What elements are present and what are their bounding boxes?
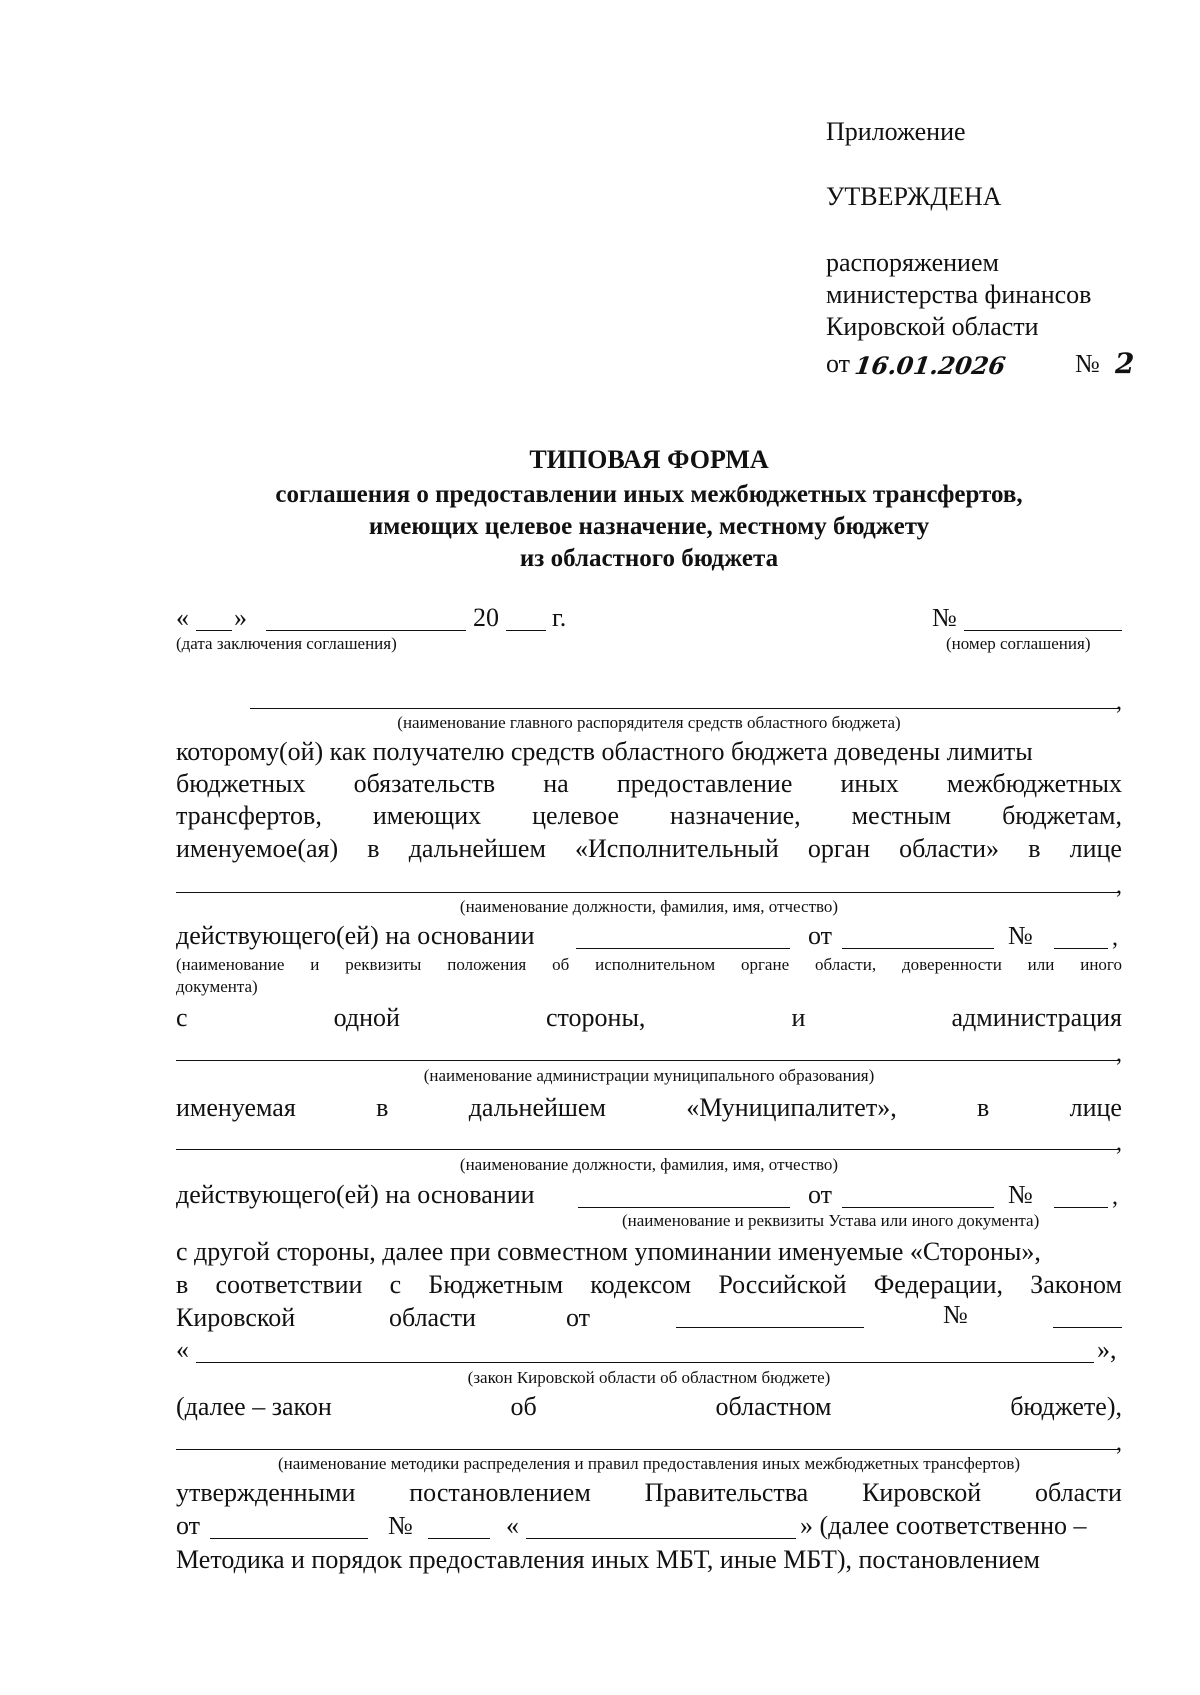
word: в bbox=[376, 1093, 389, 1122]
official2-caption: (наименование должности, фамилия, имя, отчество) bbox=[459, 1155, 839, 1174]
word: «Муниципалитет», bbox=[686, 1093, 897, 1122]
word: утвержденными bbox=[176, 1478, 356, 1507]
agreement-number-blank bbox=[964, 630, 1122, 631]
word: областном bbox=[715, 1392, 832, 1421]
form-subtitle-line3: из областного бюджета bbox=[519, 545, 779, 572]
order-date-prefix: от bbox=[826, 349, 851, 378]
side1-line bbox=[176, 1003, 1122, 1033]
word: и bbox=[791, 1003, 806, 1032]
approved-by-line3: Кировской области bbox=[826, 312, 1039, 341]
order-number-prefix: № bbox=[1075, 349, 1100, 378]
word: стороны, bbox=[545, 1003, 646, 1032]
basis2-from: от bbox=[808, 1180, 833, 1209]
word: именуемое(ая) bbox=[176, 834, 339, 863]
administration-blank bbox=[176, 1060, 1118, 1061]
word: бюджетных bbox=[176, 769, 306, 798]
form-subtitle-line2: имеющих целевое назначение, местному бюджету bbox=[368, 513, 930, 540]
year-suffix: г. bbox=[552, 603, 567, 632]
appendix-label: Приложение bbox=[826, 117, 966, 146]
resolution-number-sign: № bbox=[388, 1511, 413, 1540]
resolution-date-blank bbox=[210, 1538, 368, 1539]
word: об bbox=[510, 1392, 537, 1421]
form-subtitle-line1: соглашения о предоставлении иных межбюджетных трансфертов, bbox=[275, 481, 1023, 508]
basis2-number-blank bbox=[1054, 1207, 1108, 1208]
resolution-number-blank bbox=[428, 1538, 490, 1539]
date-close-quote: » bbox=[234, 603, 247, 632]
named-line bbox=[176, 1093, 1122, 1123]
agreement-number-sign: № bbox=[932, 603, 957, 632]
official2-blank bbox=[176, 1149, 1118, 1150]
word: целевое bbox=[532, 801, 620, 830]
word: с bbox=[176, 1003, 188, 1032]
basis2-caption: (наименование и реквизиты Устава или иного документа) bbox=[622, 1211, 1040, 1230]
word: администрация bbox=[951, 1003, 1122, 1032]
method-blank bbox=[176, 1449, 1118, 1450]
comma: , bbox=[1116, 1041, 1122, 1067]
paragraph1-line3 bbox=[176, 801, 1122, 831]
word: назначение, bbox=[670, 801, 801, 830]
acting-on-basis-1: действующего(ей) на основании bbox=[176, 921, 535, 950]
basis1-date-blank bbox=[842, 948, 994, 949]
word: дальнейшем bbox=[408, 834, 546, 863]
paragraph1-line1: которому(ой) как получателю средств областного бюджета доведены лимиты bbox=[176, 737, 1033, 766]
date-caption: (дата заключения соглашения) bbox=[176, 634, 397, 653]
law-title-blank bbox=[196, 1362, 1094, 1363]
last-line: Методика и порядок предоставления иных МБТ, иные МБТ), постановлением bbox=[176, 1545, 1041, 1574]
word: постановлением bbox=[409, 1478, 591, 1507]
word: бюджетам, bbox=[1002, 801, 1122, 830]
law-from: от bbox=[566, 1303, 591, 1332]
date-open-quote: « bbox=[176, 603, 189, 632]
approved-by-line1: распоряжением bbox=[826, 248, 999, 277]
method-caption: (наименование методики распределения и правил предоставления иных межбюджетных трансфертов) bbox=[277, 1454, 1021, 1473]
basis2-date-blank bbox=[842, 1207, 994, 1208]
official1-caption: (наименование должности, фамилия, имя, отчество) bbox=[459, 897, 839, 916]
law-caption: (закон Кировской области об областном бюджете) bbox=[467, 1368, 831, 1387]
word: трансфертов, bbox=[176, 801, 322, 830]
law-close-quote: », bbox=[1097, 1335, 1117, 1364]
word: имеющих bbox=[372, 801, 482, 830]
comma: , bbox=[1116, 689, 1122, 715]
word: Правительства bbox=[644, 1478, 809, 1507]
comma: , bbox=[1116, 1430, 1122, 1456]
word: дальнейшем bbox=[468, 1093, 606, 1122]
law-number-blank bbox=[1053, 1327, 1122, 1328]
word: лице bbox=[1069, 834, 1122, 863]
word: Кировской bbox=[862, 1478, 982, 1507]
word: «Исполнительный bbox=[575, 834, 779, 863]
oblast-word: области bbox=[389, 1303, 476, 1332]
hereinafter-line bbox=[176, 1392, 1122, 1422]
month-blank bbox=[266, 630, 466, 631]
kirov-word: Кировской bbox=[176, 1303, 296, 1332]
word: местным bbox=[851, 801, 952, 830]
approved-label: УТВЕРЖДЕНА bbox=[826, 182, 1002, 211]
basis1-caption-line2: документа) bbox=[176, 977, 258, 996]
word: в bbox=[367, 834, 380, 863]
acting-on-basis-2: действующего(ей) на основании bbox=[176, 1180, 535, 1209]
distributor-caption: (наименование главного распорядителя средств областного бюджета) bbox=[397, 713, 901, 732]
word: лице bbox=[1069, 1093, 1122, 1122]
comma: , bbox=[1112, 925, 1118, 951]
order-number-handwritten: 2 bbox=[1115, 347, 1135, 380]
basis1-number-blank bbox=[1054, 948, 1108, 949]
comma: , bbox=[1116, 873, 1122, 899]
word: на bbox=[543, 769, 569, 798]
paragraph1-line2 bbox=[176, 769, 1122, 799]
year-blank bbox=[506, 630, 546, 631]
approved-by-line2: министерства финансов bbox=[826, 280, 1092, 309]
resolution-open-quote: « bbox=[506, 1511, 519, 1540]
comma: , bbox=[1116, 1130, 1122, 1156]
order-date-handwritten: 16.01.2026 bbox=[852, 351, 1008, 380]
basis1-caption-line1: (наименование и реквизиты положения об исполнительном органе области, доверенности или иного bbox=[176, 955, 1122, 974]
law-open-quote: « bbox=[176, 1335, 189, 1364]
law-date-blank bbox=[676, 1327, 864, 1328]
resolution-title-blank bbox=[526, 1538, 796, 1539]
resolution-close-text: » (далее соответственно – bbox=[800, 1511, 1087, 1540]
word: предоставление bbox=[616, 769, 793, 798]
resolution-from: от bbox=[176, 1511, 201, 1540]
other-side-line: с другой стороны, далее при совместном упоминании именуемые «Стороны», bbox=[176, 1237, 1041, 1266]
law-number-sign: № bbox=[943, 1300, 968, 1329]
word: области» bbox=[899, 834, 1000, 863]
word: (далее – закон bbox=[176, 1392, 332, 1421]
distributor-blank bbox=[250, 708, 1118, 709]
comma: , bbox=[1112, 1184, 1118, 1210]
form-title: ТИПОВАЯ ФОРМА bbox=[529, 445, 769, 474]
administration-caption: (наименование администрации муниципального образования) bbox=[423, 1066, 875, 1085]
word: в bbox=[1028, 834, 1041, 863]
word: иных bbox=[840, 769, 899, 798]
number-caption: (номер соглашения) bbox=[946, 634, 1091, 653]
accordance-line: в соответствии с Бюджетным кодексом Российской Федерации, Законом bbox=[176, 1270, 1122, 1299]
day-blank bbox=[196, 630, 232, 631]
basis2-number-sign: № bbox=[1008, 1180, 1033, 1209]
official1-blank bbox=[176, 892, 1118, 893]
word: в bbox=[977, 1093, 990, 1122]
approved-line bbox=[176, 1478, 1122, 1508]
word: бюджете), bbox=[1010, 1392, 1122, 1421]
basis2-blank bbox=[578, 1207, 790, 1208]
word: обязательств bbox=[353, 769, 496, 798]
word: именуемая bbox=[176, 1093, 296, 1122]
basis1-blank bbox=[576, 948, 790, 949]
basis1-number-sign: № bbox=[1008, 921, 1033, 950]
word: межбюджетных bbox=[946, 769, 1122, 798]
paragraph1-line4 bbox=[176, 834, 1122, 864]
year-prefix: 20 bbox=[473, 603, 499, 632]
basis1-from: от bbox=[808, 921, 833, 950]
word: орган bbox=[807, 834, 871, 863]
word: области bbox=[1035, 1478, 1122, 1507]
word: одной bbox=[333, 1003, 400, 1032]
